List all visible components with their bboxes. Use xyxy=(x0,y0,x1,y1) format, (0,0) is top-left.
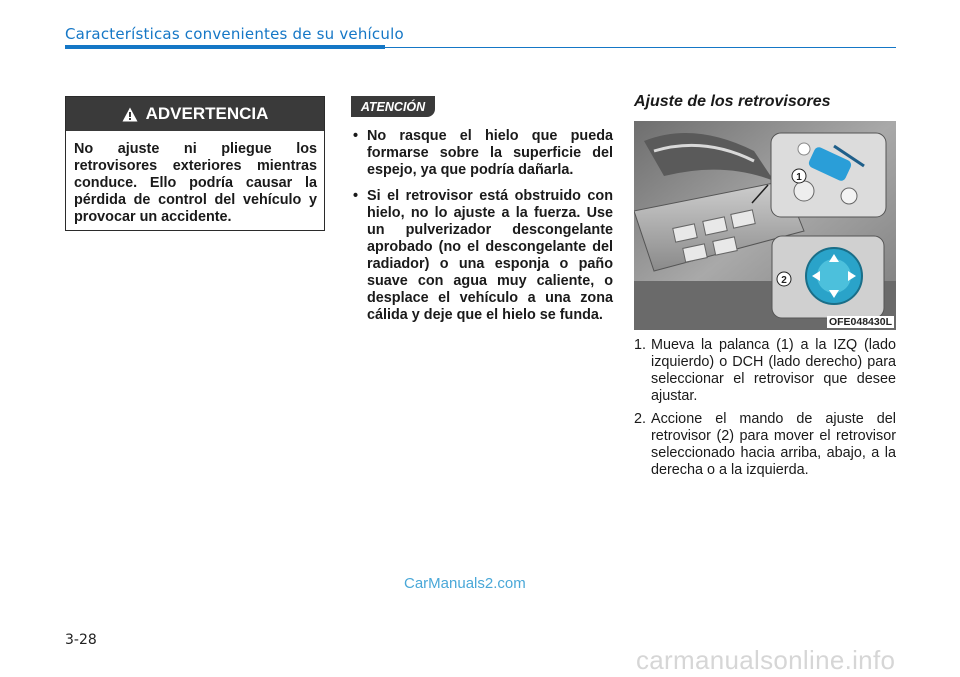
section-title: Características convenientes de su vehículo xyxy=(65,25,404,43)
figure-callout-1: 1 xyxy=(796,172,802,183)
warning-text: No ajuste ni pliegue los retrovisores exteriores mientras conduce. Ello podría causar la pérdida de control del vehículo y provocar un accidente. xyxy=(74,141,317,225)
warning-title: ADVERTENCIA xyxy=(145,104,269,123)
figure-callout-2: 2 xyxy=(781,275,787,286)
caution-tag: ATENCIÓN xyxy=(351,96,435,117)
step-text: Accione el mando de ajuste del retrovisor (2) para mover el retrovisor seleccionado hacia arriba, abajo, a la derecha o a la izquierda. xyxy=(651,411,896,478)
page-number: 3-28 xyxy=(65,632,97,648)
step-number: 2. xyxy=(634,411,647,427)
watermark-link[interactable]: CarManuals2.com xyxy=(404,575,526,592)
header-rule-thick xyxy=(65,45,385,49)
header-rule-thin xyxy=(385,47,896,48)
footer-watermark: carmanualsonline.info xyxy=(636,645,896,675)
inset-lever xyxy=(771,133,886,217)
mirror-control-figure xyxy=(634,121,896,330)
caution-list xyxy=(351,128,613,333)
step-text: Mueva la palanca (1) a la IZQ (lado izquierdo) o DCH (lado derecho) para seleccionar el retrovisor que desee ajustar. xyxy=(651,337,896,404)
warning-triangle-icon xyxy=(122,107,138,122)
mirror-steps xyxy=(634,337,896,485)
step-item xyxy=(634,337,896,405)
caution-bullet: • Si el retrovisor está obstruido con hielo, no lo ajuste a la fuerza. Use un pulverizador descongelante aprobado (no el descongelante del radiador) o una esponja o paño suave con agua muy caliente, o desplace el vehículo a una zona cálida y deje que el hielo se funda. xyxy=(351,188,613,324)
mirror-adjust-heading: Ajuste de los retrovisores xyxy=(634,93,831,110)
door-panel-illustration xyxy=(634,121,896,330)
caution-bullet: • No rasque el hielo que pueda formarse sobre la superficie del espejo, ya que podría dañarla. xyxy=(351,128,613,179)
warning-box xyxy=(65,96,325,231)
warning-header xyxy=(66,97,324,131)
figure-code: OFE048430L xyxy=(828,316,892,328)
step-number: 1. xyxy=(634,337,647,353)
step-item xyxy=(634,411,896,479)
